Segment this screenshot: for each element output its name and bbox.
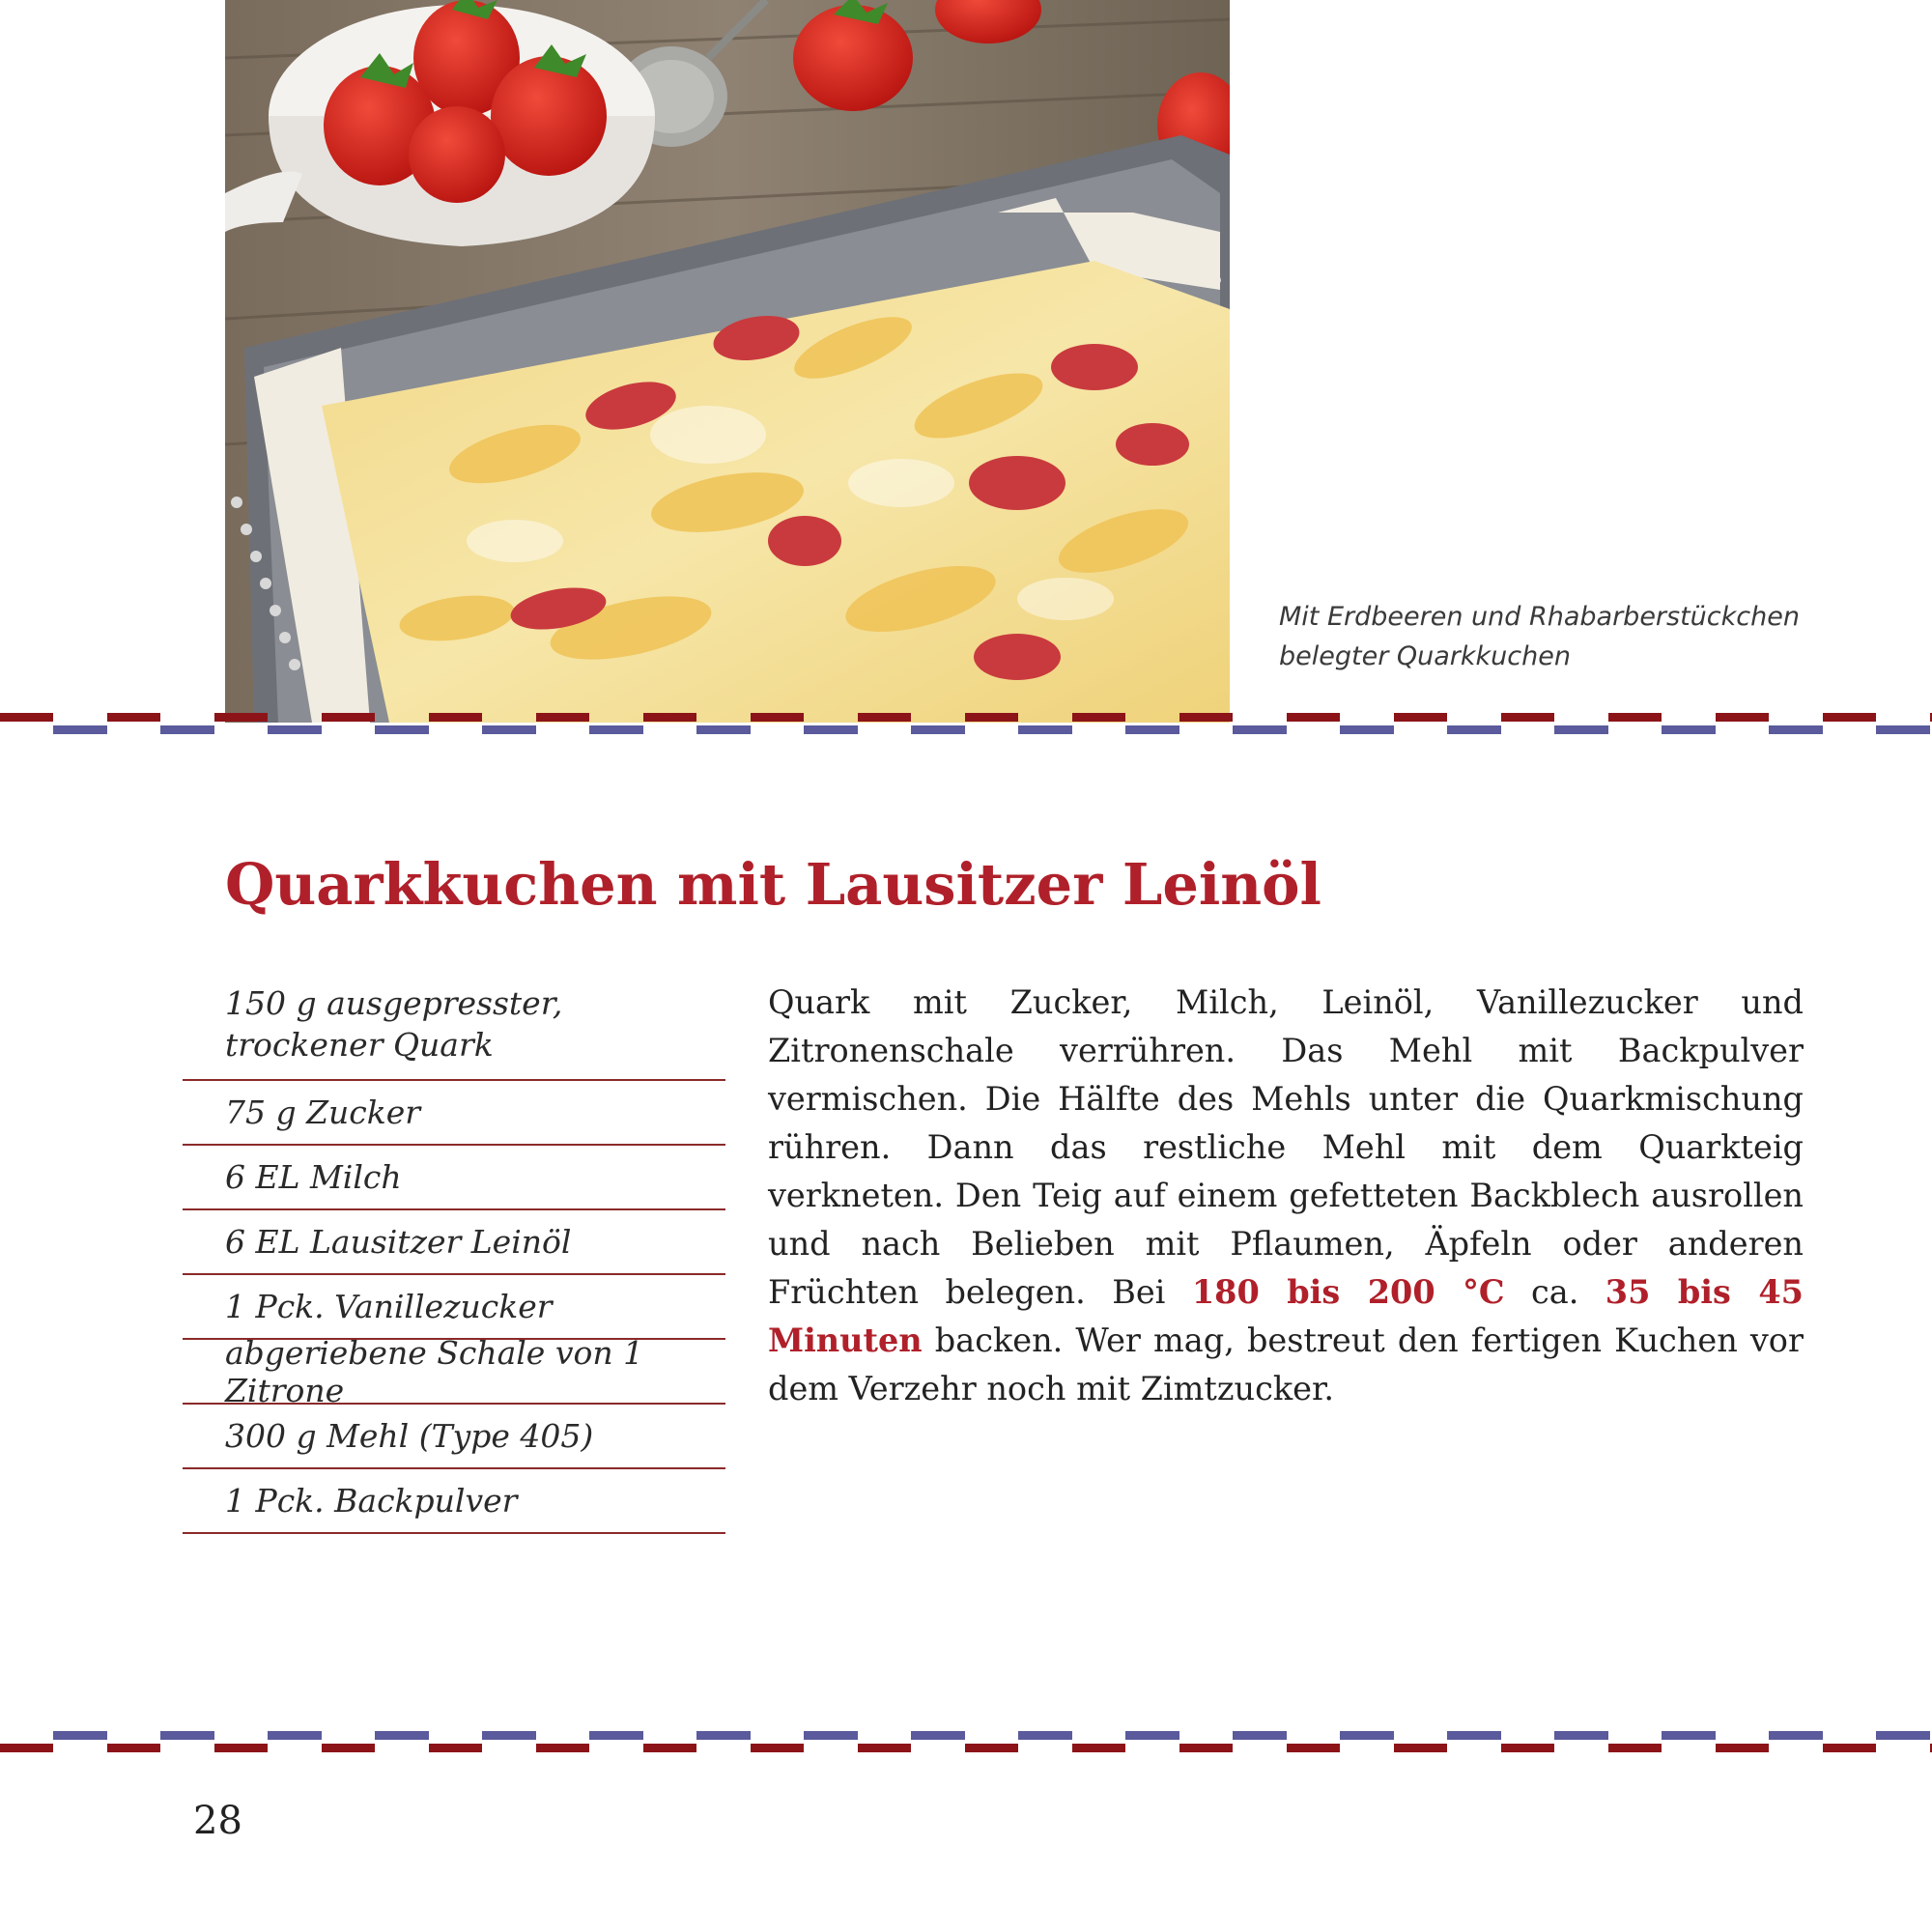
- ingredient-text: 1 Pck. Backpulver: [225, 1482, 518, 1520]
- ingredient-item: [183, 1081, 725, 1146]
- bottom-dashed-border: [0, 1731, 1932, 1752]
- ingredient-text: abgeriebene Schale von 1 Zitrone: [225, 1333, 644, 1409]
- ingredient-item: [183, 1405, 725, 1469]
- baking-temperature: 180 bis 200 °C: [1191, 1273, 1505, 1311]
- ingredient-item: [183, 1333, 725, 1409]
- recipe-title: Quarkkuchen mit Lausitzer Leinöl: [225, 851, 1321, 918]
- ingredient-text: 300 g Mehl (Type 405): [225, 1417, 594, 1455]
- page-number: 28: [193, 1799, 242, 1843]
- top-dashed-border: [0, 713, 1932, 734]
- baking-time: 35 bis 45 Minuten: [768, 1273, 1804, 1359]
- ingredient-text: trockener Quark: [225, 1026, 494, 1064]
- ingredient-list: [183, 980, 725, 1534]
- caption-line-1: Mit Erdbeeren und Rhabarberstückchen: [1279, 602, 1800, 632]
- instructions-text: ca.: [1504, 1273, 1605, 1311]
- photo-caption: [1279, 597, 1897, 676]
- ingredient-item: [183, 1210, 725, 1275]
- ingredient-item: [183, 1146, 725, 1210]
- ingredient-item: [183, 1469, 725, 1534]
- recipe-instructions: [768, 979, 1804, 1413]
- ingredient-text: 150 g ausgepresster,: [225, 984, 563, 1022]
- ingredient-text: 75 g Zucker: [225, 1094, 421, 1131]
- ingredient-item: [183, 1275, 725, 1340]
- ingredient-text: 6 EL Lausitzer Leinöl: [225, 1223, 572, 1261]
- instructions-text: backen. Wer mag, bestreut den fertigen Kuchen vor dem Verzehr noch mit Zimtzucker.: [768, 1321, 1804, 1407]
- recipe-photo: [225, 0, 1230, 723]
- instructions-text: Quark mit Zucker, Milch, Leinöl, Vanillezucker und Zitronenschale verrühren. Das Mehl mit Backpulver vermischen. Die Hälfte des Mehls unter die Quarkmischung rühren. Dann das restliche Mehl mit dem Quarkteig verkneten. Den Teig auf einem gefetteten Backblech ausrollen und nach Belieben mit Pflaumen, Äpfeln oder anderen Früchten belegen. Bei: [768, 983, 1804, 1311]
- ingredient-item: [183, 980, 725, 1081]
- ingredient-text: 1 Pck. Vanillezucker: [225, 1288, 553, 1325]
- ingredient-text: 6 EL Milch: [225, 1158, 402, 1196]
- caption-line-2: belegter Quarkkuchen: [1279, 641, 1571, 671]
